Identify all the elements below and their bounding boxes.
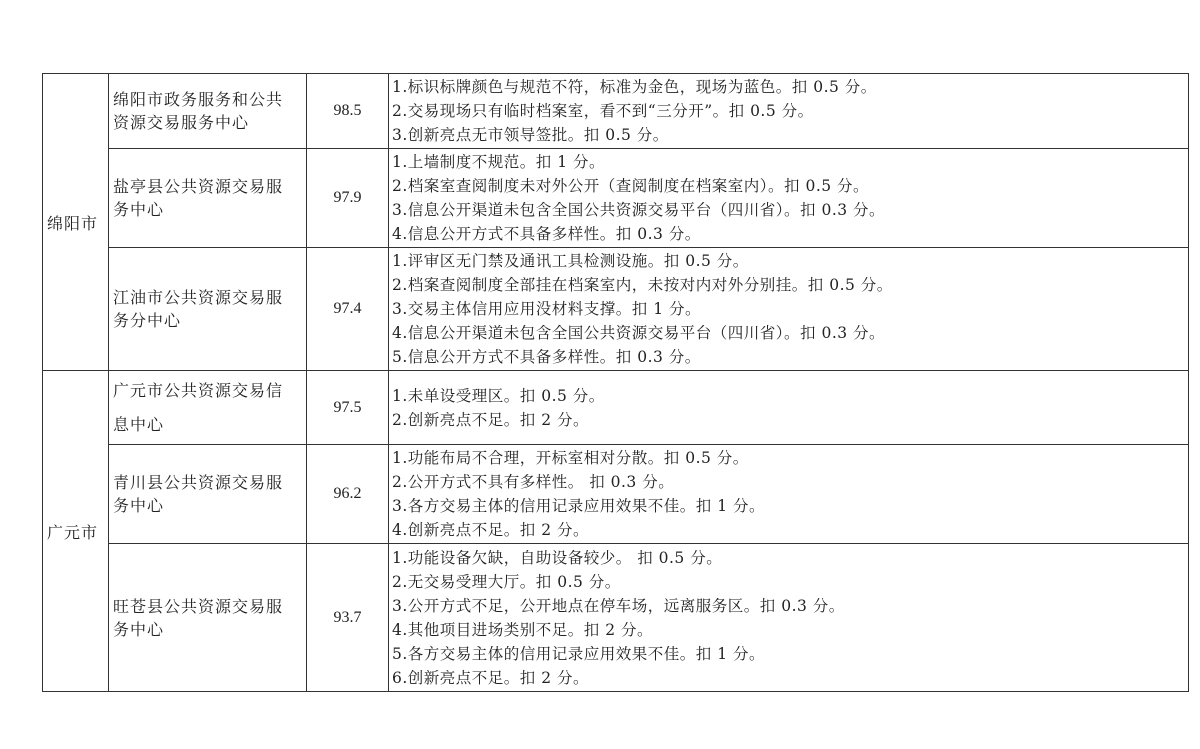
table-row bbox=[43, 371, 1189, 445]
score-cell: 96.2 bbox=[307, 445, 389, 544]
table-row bbox=[43, 544, 1189, 692]
issue-item: 5.各方交易主体的信用记录应用效果不佳。扣 1 分。 bbox=[392, 644, 766, 663]
score-cell: 97.4 bbox=[307, 248, 389, 371]
unit-name-cell: 盐亭县公共资源交易服务中心 bbox=[109, 149, 307, 248]
issue-item: 4.信息公开方式不具备多样性。扣 0.3 分。 bbox=[392, 225, 701, 243]
unit-name-cell: 江油市公共资源交易服务分中心 bbox=[109, 248, 307, 371]
issue-item: 4.信息公开渠道未包含全国公共资源交易平台（四川省）。扣 0.3 分。 bbox=[392, 324, 886, 342]
issue-item: 1.标识标牌颜色与规范不符，标准为金色，现场为蓝色。扣 0.5 分。 bbox=[392, 78, 877, 96]
issue-item: 3.信息公开渠道未包含全国公共资源交易平台（四川省）。扣 0.3 分。 bbox=[392, 201, 886, 219]
issue-item: 1.未单设受理区。扣 0.5 分。 bbox=[392, 386, 605, 405]
issues-cell bbox=[389, 371, 1189, 445]
issues-cell bbox=[389, 149, 1189, 248]
city-cell: 广元市 bbox=[43, 371, 109, 692]
unit-name-cell: 广元市公共资源交易信息中心 bbox=[109, 371, 307, 445]
issue-item: 3.交易主体信用应用没材料支撑。扣 1 分。 bbox=[392, 300, 702, 318]
score-cell: 97.9 bbox=[307, 149, 389, 248]
table-row bbox=[43, 74, 1189, 149]
unit-name-cell: 青川县公共资源交易服务中心 bbox=[109, 445, 307, 544]
issues-cell bbox=[389, 544, 1189, 692]
score-cell: 97.5 bbox=[307, 371, 389, 445]
issue-item: 2.交易现场只有临时档案室，看不到“三分开”。扣 0.5 分。 bbox=[392, 102, 814, 120]
issue-item: 1.上墙制度不规范。扣 1 分。 bbox=[392, 153, 606, 171]
issues-cell bbox=[389, 445, 1189, 544]
issue-item: 5.信息公开方式不具备多样性。扣 0.3 分。 bbox=[392, 348, 701, 366]
issue-item: 4.其他项目进场类别不足。扣 2 分。 bbox=[392, 620, 654, 639]
issue-item: 2.公开方式不具有多样性。 扣 0.3 分。 bbox=[392, 473, 675, 491]
issue-item: 1.功能设备欠缺，自助设备较少。 扣 0.5 分。 bbox=[392, 548, 723, 567]
issues-cell bbox=[389, 248, 1189, 371]
issue-item: 4.创新亮点不足。扣 2 分。 bbox=[392, 521, 590, 539]
table-row bbox=[43, 149, 1189, 248]
issue-item: 3.各方交易主体的信用记录应用效果不佳。扣 1 分。 bbox=[392, 497, 766, 515]
unit-name-cell: 绵阳市政务服务和公共资源交易服务中心 bbox=[109, 74, 307, 149]
issue-item: 6.创新亮点不足。扣 2 分。 bbox=[392, 668, 590, 687]
issue-item: 1.评审区无门禁及通讯工具检测设施。扣 0.5 分。 bbox=[392, 252, 749, 270]
issue-item: 3.创新亮点无市领导签批。扣 0.5 分。 bbox=[392, 126, 669, 144]
evaluation-table bbox=[42, 73, 1189, 692]
table-row bbox=[43, 445, 1189, 544]
issues-cell bbox=[389, 74, 1189, 149]
score-cell: 93.7 bbox=[307, 544, 389, 692]
city-cell: 绵阳市 bbox=[43, 74, 109, 371]
issue-item: 2.档案室查阅制度未对外公开（查阅制度在档案室内）。扣 0.5 分。 bbox=[392, 177, 870, 195]
unit-name-cell: 旺苍县公共资源交易服务中心 bbox=[109, 544, 307, 692]
issue-item: 3.公开方式不足，公开地点在停车场，远离服务区。扣 0.3 分。 bbox=[392, 596, 845, 615]
score-cell: 98.5 bbox=[307, 74, 389, 149]
issue-item: 1.功能布局不合理，开标室相对分散。扣 0.5 分。 bbox=[392, 449, 749, 467]
issue-item: 2.创新亮点不足。扣 2 分。 bbox=[392, 410, 590, 429]
table-row bbox=[43, 248, 1189, 371]
issue-item: 2.档案查阅制度全部挂在档案室内，未按对内对外分别挂。扣 0.5 分。 bbox=[392, 276, 893, 294]
issue-item: 2.无交易受理大厅。扣 0.5 分。 bbox=[392, 572, 621, 591]
